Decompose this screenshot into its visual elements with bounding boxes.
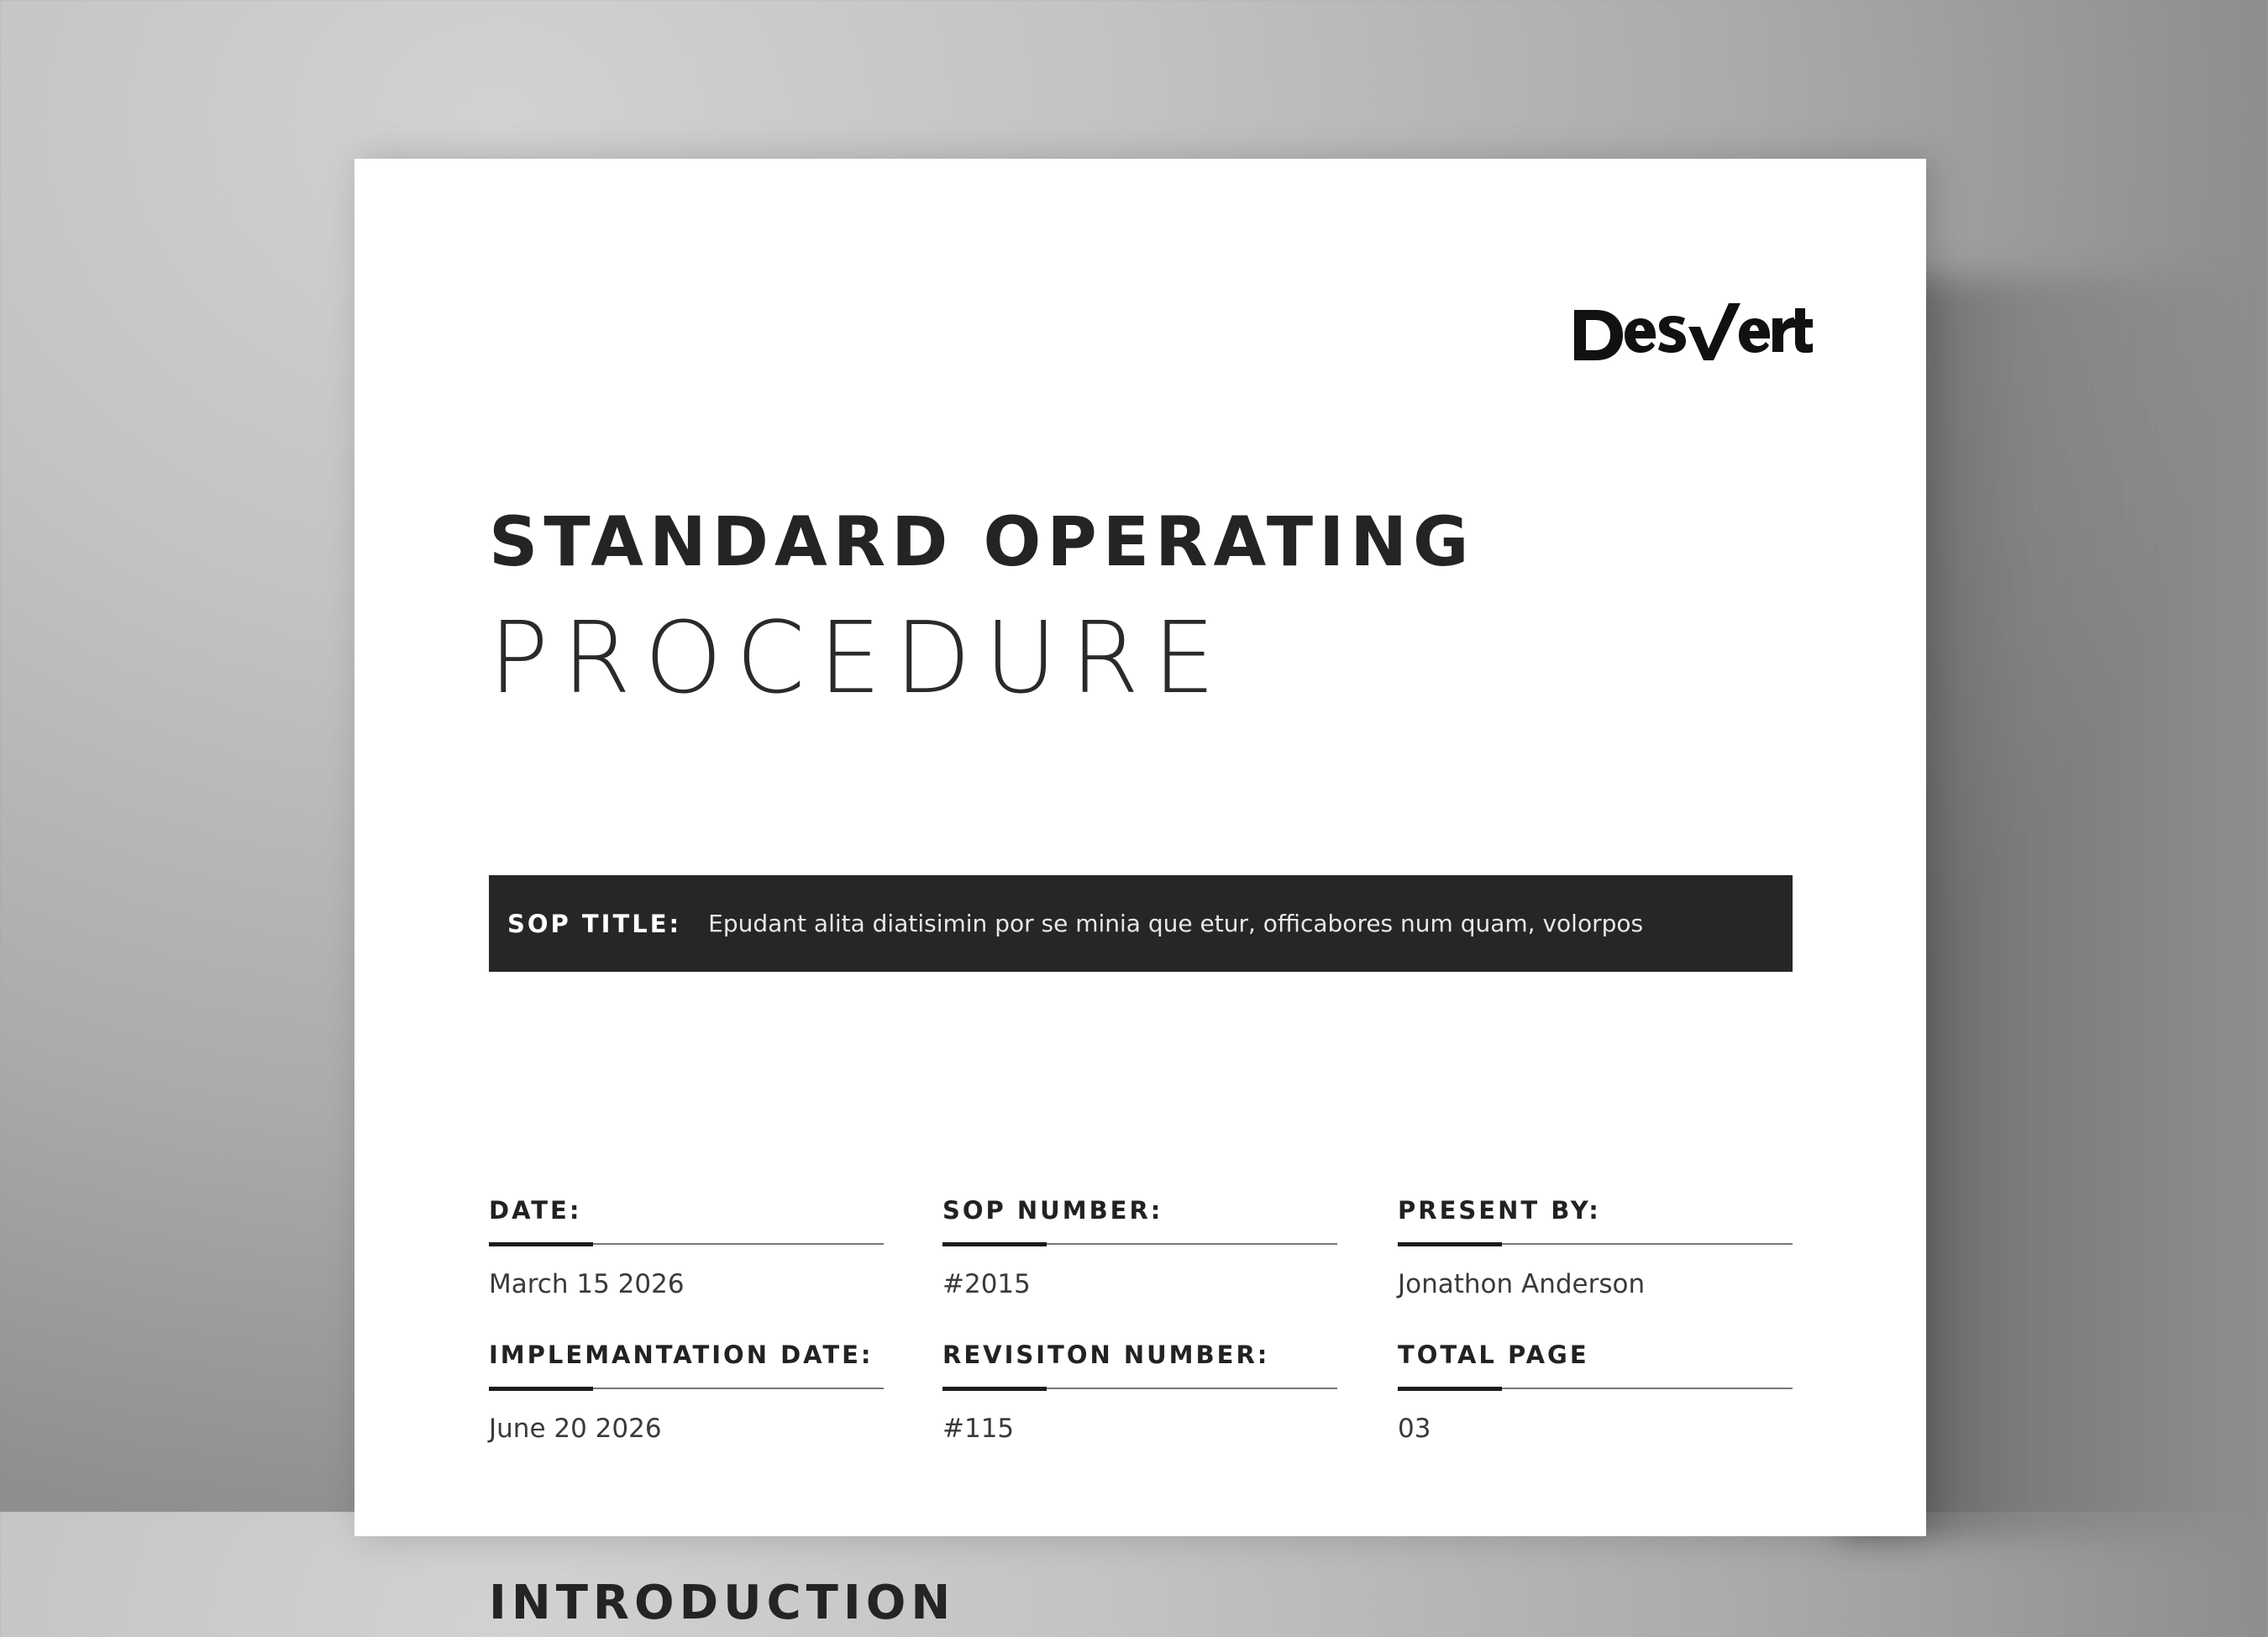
sop-title-value: Epudant alita diatisimin por se minia que etur, officabores num quam, volorpos — [708, 910, 1644, 937]
document-title-bold: STANDARD OPERATING — [489, 503, 1475, 582]
field-divider-accent — [942, 1242, 1047, 1246]
field-label: SOP NUMBER: — [942, 1196, 1163, 1225]
field-label: REVISITON NUMBER: — [942, 1341, 1270, 1369]
document-page — [354, 159, 1926, 1630]
field-divider-accent — [1398, 1387, 1502, 1391]
brand-logo — [1571, 293, 1814, 369]
field-value: 03 — [1398, 1414, 1431, 1444]
sop-title-bar — [489, 875, 1793, 972]
sop-title-label: SOP TITLE: — [507, 909, 682, 938]
field-divider-accent — [489, 1387, 593, 1391]
field-value: March 15 2026 — [489, 1269, 685, 1299]
field-label: DATE: — [489, 1196, 582, 1225]
field-label: PRESENT BY: — [1398, 1196, 1601, 1225]
field-value: Jonathon Anderson — [1398, 1269, 1646, 1299]
document-title-light: PROCEDURE — [489, 600, 1229, 716]
field-divider-accent — [942, 1387, 1047, 1391]
field-value: #2015 — [942, 1269, 1031, 1299]
field-divider-accent — [1398, 1242, 1502, 1246]
section-heading-introduction: INTRODUCTION — [489, 1576, 956, 1630]
field-value: #115 — [942, 1414, 1015, 1444]
desvert-logo-mark — [1571, 293, 1814, 369]
field-label: IMPLEMANTATION DATE: — [489, 1341, 874, 1369]
field-label: TOTAL PAGE — [1398, 1341, 1589, 1369]
field-divider-accent — [489, 1242, 593, 1246]
field-value: June 20 2026 — [489, 1414, 662, 1444]
